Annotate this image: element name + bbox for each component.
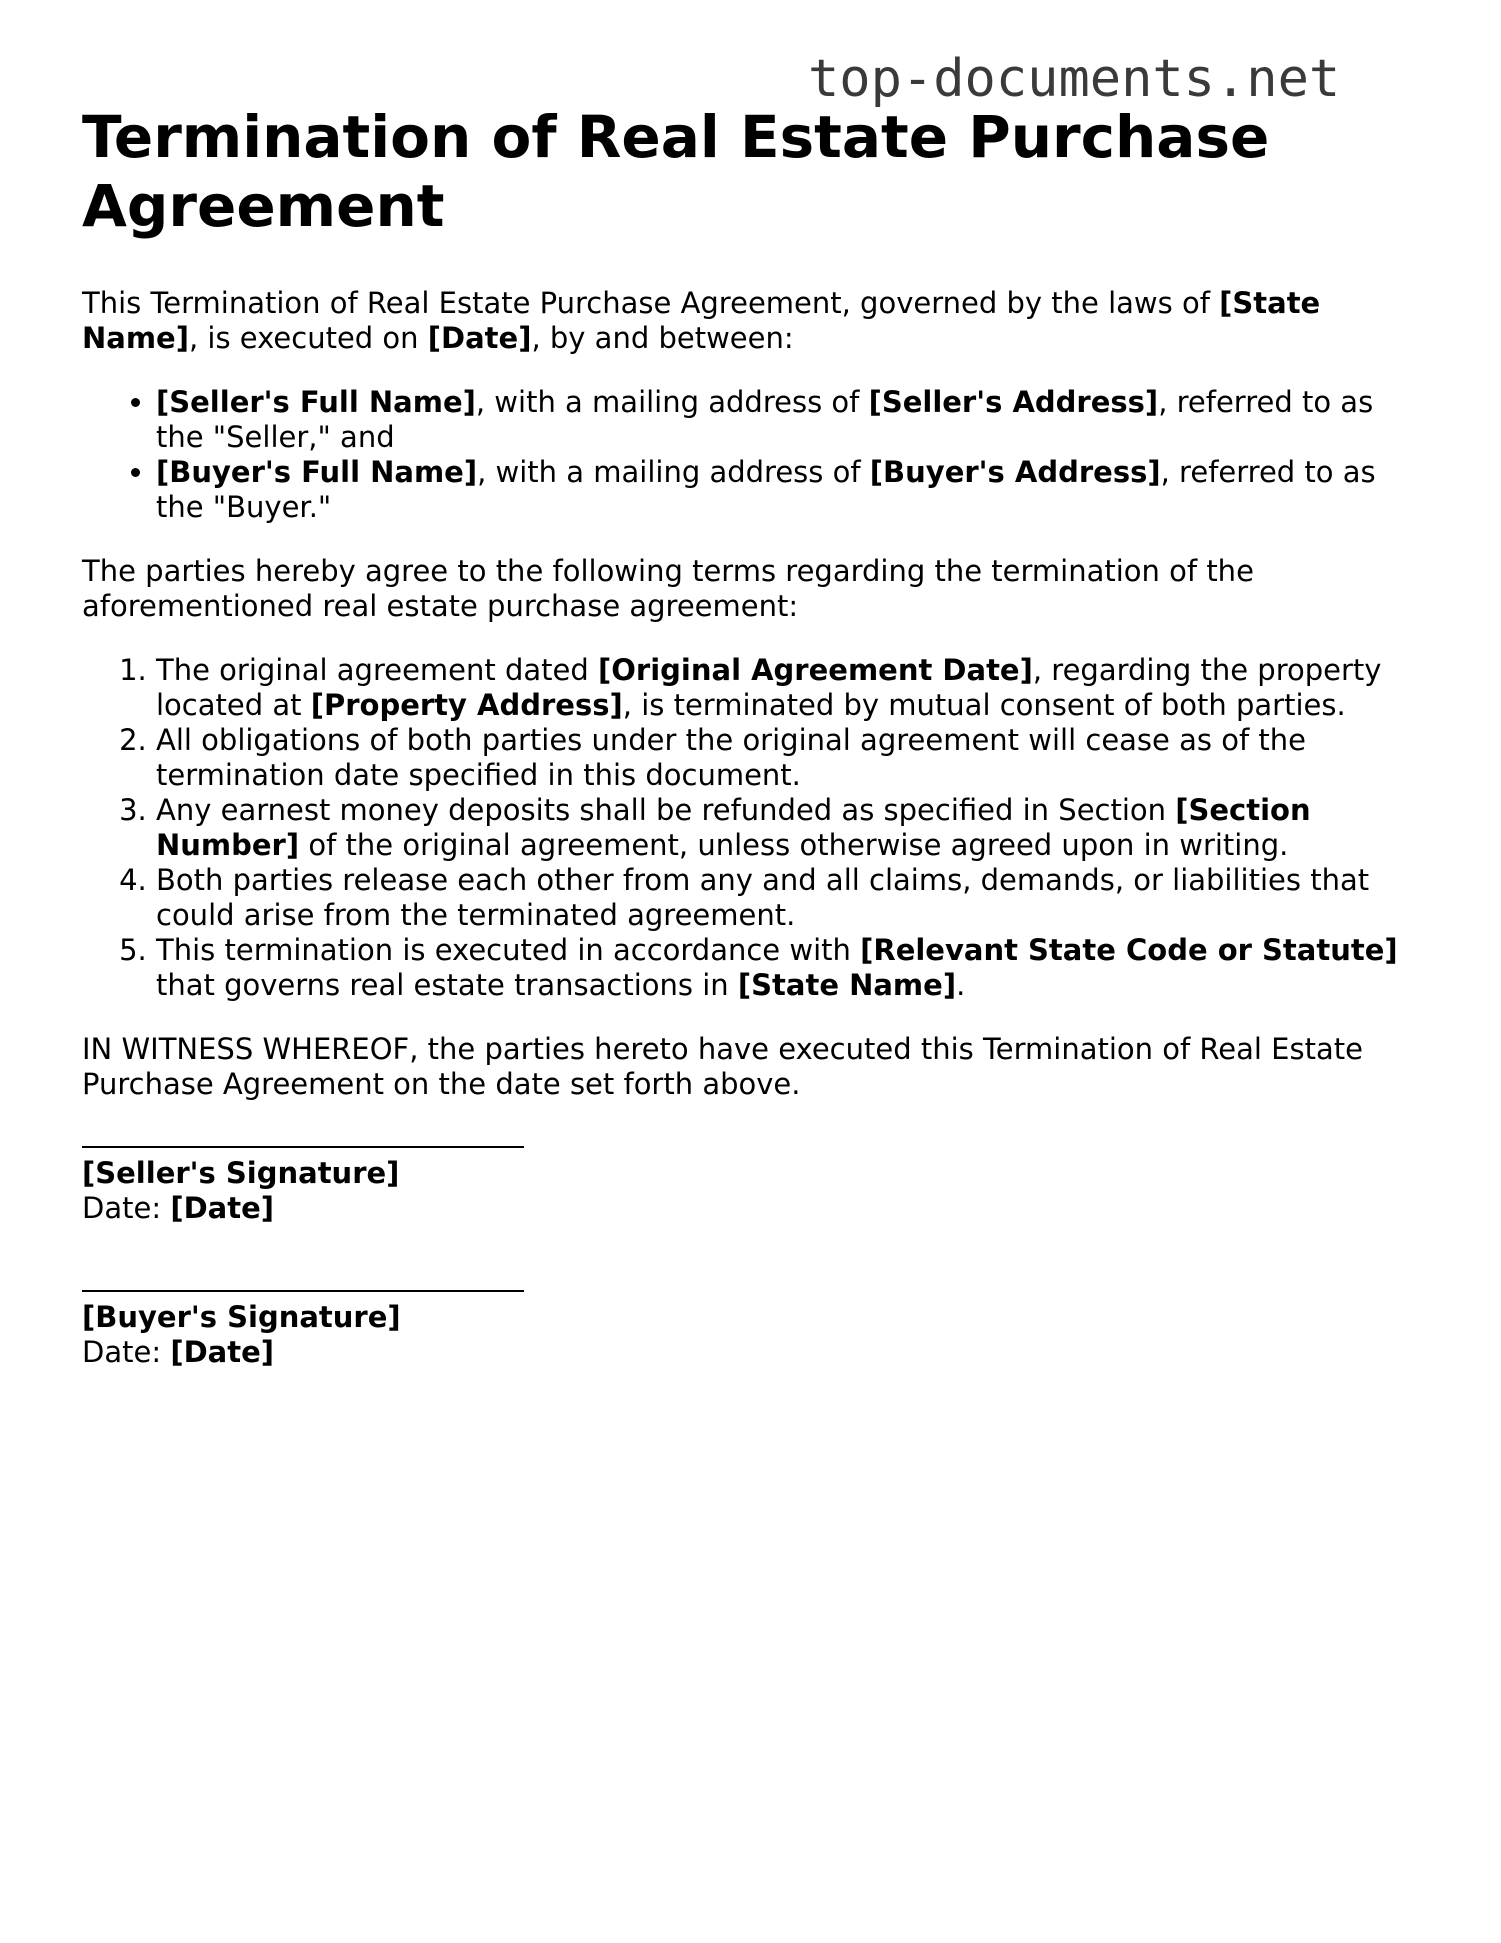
buyer-date-label: Date: [82, 1335, 171, 1369]
section-number-placeholder: [Section Number] [156, 793, 1311, 862]
intro-paragraph [82, 286, 1412, 356]
terms-list [82, 653, 1412, 1003]
term-item-3 [156, 793, 1412, 863]
term-3-text-a: Any earnest money deposits shall be refunded as specified in Section [156, 793, 1176, 827]
buyer-text-2: , referred to as the "Buyer." [156, 455, 1376, 524]
buyer-name-placeholder: [Buyer's Full Name] [156, 455, 478, 489]
term-5-text-e: . [956, 968, 966, 1002]
term-5-text-c: that governs real estate transactions in [156, 968, 738, 1002]
seller-address-placeholder: [Seller's Address] [868, 385, 1159, 419]
seller-signature-label: [Seller's Signature] [82, 1156, 400, 1190]
watermark: top-documents.net [808, 49, 1341, 109]
buyer-text-1: , with a mailing address of [477, 455, 870, 489]
seller-signature-line [82, 1146, 524, 1148]
buyer-signature-block [82, 1290, 1412, 1370]
witness-paragraph: IN WITNESS WHEREOF, the parties hereto have executed this Termination of Real Estate Purchase Agreement on the date set forth above. [82, 1032, 1363, 1101]
term-item-1 [156, 653, 1412, 723]
document-title: Termination of Real Estate Purchase Agreement [82, 103, 1270, 240]
buyer-date-placeholder: [Date] [170, 1335, 274, 1369]
term-3-text-c: of the original agreement, unless otherwise agreed upon in writing. [299, 828, 1289, 862]
document-page [82, 103, 1412, 1370]
term-item-5 [156, 933, 1412, 1003]
party-buyer [156, 455, 1412, 525]
party-seller [156, 385, 1412, 455]
seller-signature-block [82, 1146, 1412, 1226]
term-item-4: 4. Both parties release each other from any and all claims, demands, or liabilities that could arise from the terminated agreement. [156, 863, 1412, 933]
intro-text-2: , is executed on [188, 321, 428, 355]
original-agreement-date-placeholder: [Original Agreement Date] [598, 653, 1033, 687]
term-5-text-a: This termination is executed in accordance with [156, 933, 861, 967]
intro-text-3: , by and between: [531, 321, 794, 355]
state-name-placeholder: [State Name] [82, 286, 1321, 355]
parties-list [82, 385, 1412, 525]
seller-name-placeholder: [Seller's Full Name] [156, 385, 476, 419]
seller-date-placeholder: [Date] [170, 1191, 274, 1225]
term-5-state-name-placeholder: [State Name] [737, 968, 957, 1002]
term-1-text-e: , is terminated by mutual consent of both parties. [622, 688, 1346, 722]
intro-text-1: This Termination of Real Estate Purchase Agreement, governed by the laws of [82, 286, 1220, 320]
terms-intro: The parties hereby agree to the following terms regarding the termination of the aforementioned real estate purchase agreement: [82, 554, 1254, 623]
property-address-placeholder: [Property Address] [310, 688, 623, 722]
term-1-text-a: The original agreement dated [156, 653, 598, 687]
seller-date-label: Date: [82, 1191, 171, 1225]
buyer-signature-label: [Buyer's Signature] [82, 1300, 401, 1334]
buyer-signature-line [82, 1290, 524, 1292]
term-item-2: 2. All obligations of both parties under the original agreement will cease as of the termination date specified in this document. [156, 723, 1412, 793]
seller-text-1: , with a mailing address of [475, 385, 869, 419]
date-placeholder: [Date] [427, 321, 532, 355]
buyer-address-placeholder: [Buyer's Address] [869, 455, 1161, 489]
seller-text-2: , referred to as the "Seller," and [156, 385, 1374, 454]
state-code-placeholder: [Relevant State Code or Statute] [860, 933, 1398, 967]
term-1-text-c: , regarding the property located at [156, 653, 1382, 722]
